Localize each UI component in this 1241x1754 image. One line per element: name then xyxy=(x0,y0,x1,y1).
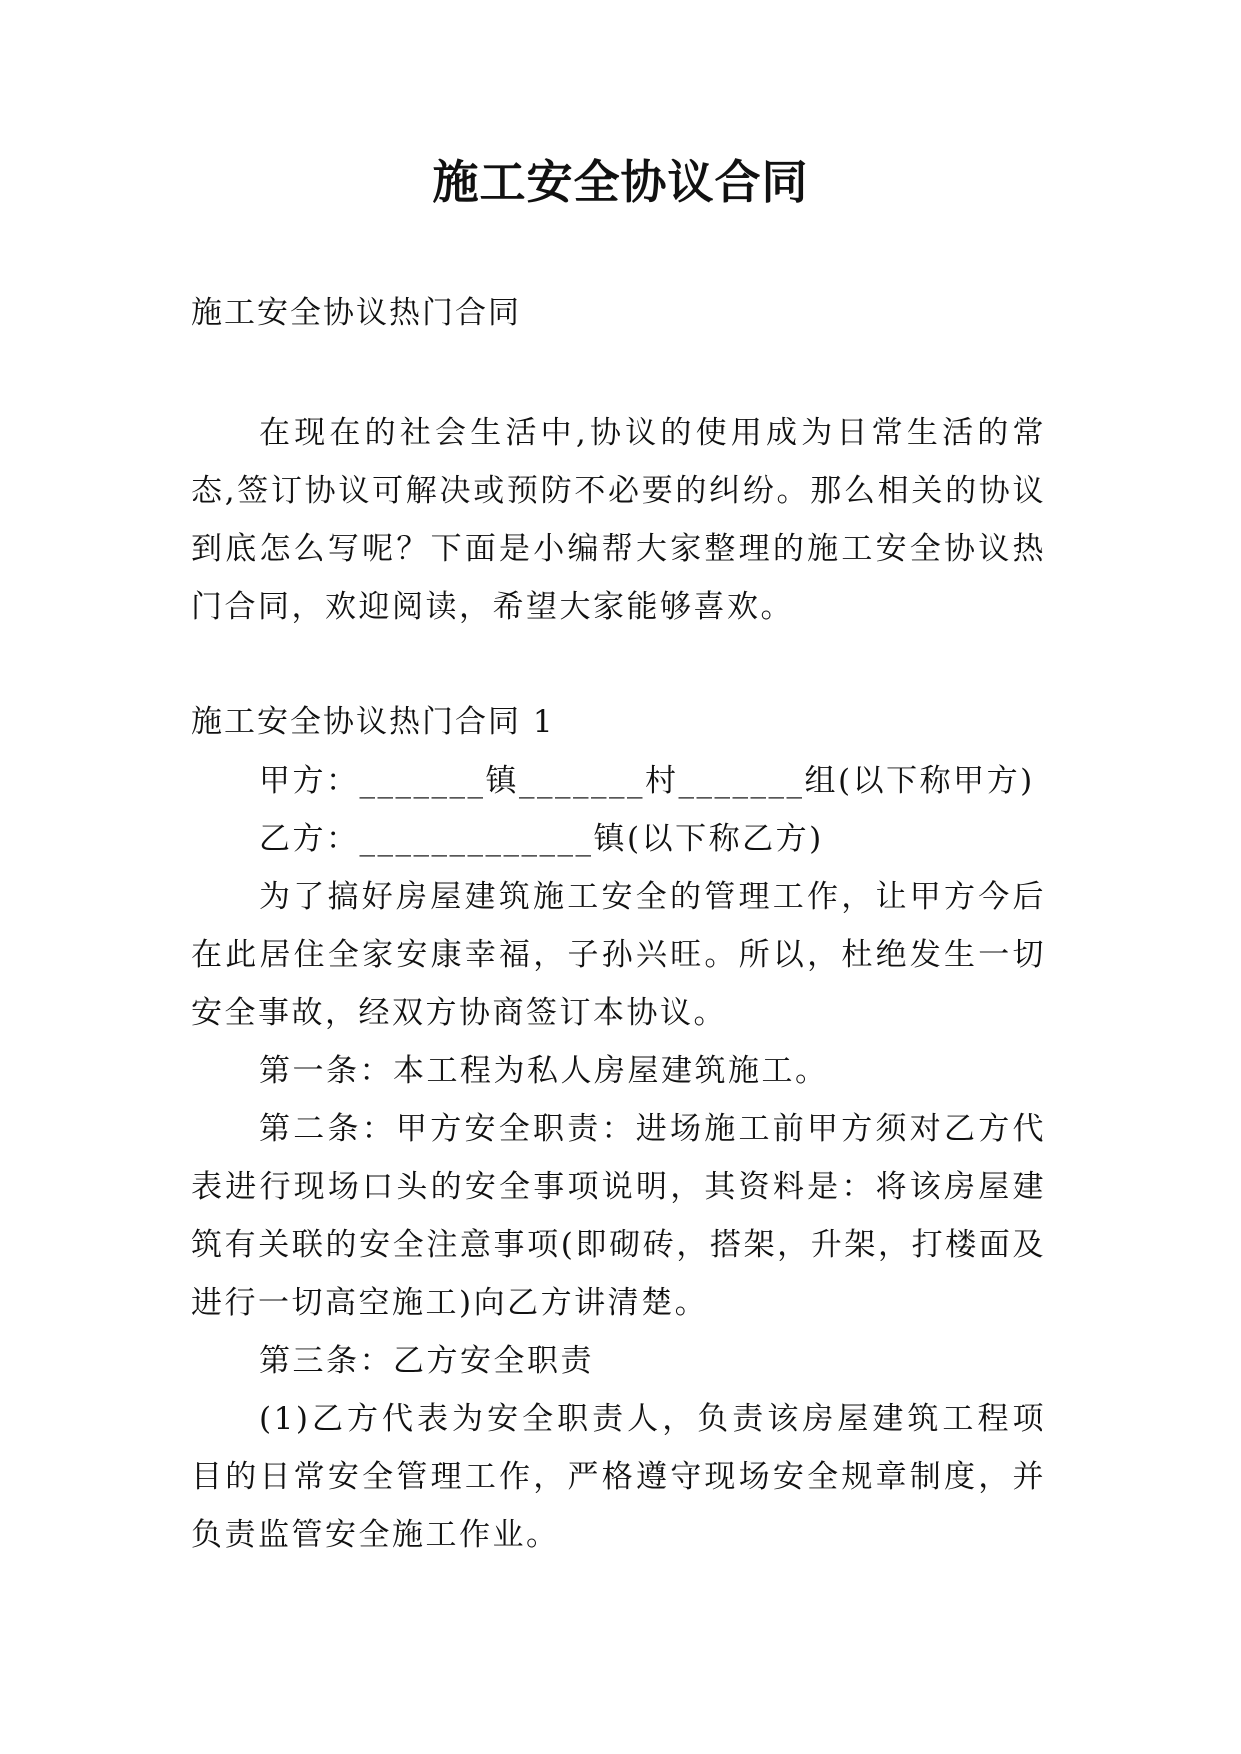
article-3-item-1: (1)乙方代表为安全职责人，负责该房屋建筑工程项目的日常安全管理工作，严格遵守现场安全规章制度，并负责监管安全施工作业。 xyxy=(191,1401,1046,1553)
article-1: 第一条：本工程为私人房屋建筑施工。 xyxy=(259,1053,829,1089)
intro-paragraph: 在现在的社会生活中,协议的使用成为日常生活的常态,签订协议可解决或预防不必要的纠纷。那么相关的协议到底怎么写呢？下面是小编帮大家整理的施工安全协议热门合同，欢迎阅读，希望大家能够喜欢。 xyxy=(191,415,1046,625)
document-subtitle: 施工安全协议热门合同 xyxy=(191,295,521,331)
document-title: 施工安全协议合同 xyxy=(432,155,809,209)
party-a-line: 甲方：_______镇_______村_______组(以下称甲方) xyxy=(259,763,1035,799)
purpose-paragraph: 为了搞好房屋建筑施工安全的管理工作，让甲方今后在此居住全家安康幸福，子孙兴旺。所以，杜绝发生一切安全事故，经双方协商签订本协议。 xyxy=(191,879,1046,1031)
contract-body xyxy=(191,752,1046,1564)
article-2: 第二条：甲方安全职责：进场施工前甲方须对乙方代表进行现场口头的安全事项说明，其资料是：将该房屋建筑有关联的安全注意事项(即砌砖，搭架，升架，打楼面及进行一切高空施工)向乙方讲清楚。 xyxy=(191,1111,1046,1321)
section-heading: 施工安全协议热门合同 1 xyxy=(191,704,555,740)
party-b-line: 乙方：_____________镇(以下称乙方) xyxy=(259,821,824,857)
article-3-heading: 第三条：乙方安全职责 xyxy=(259,1343,594,1379)
